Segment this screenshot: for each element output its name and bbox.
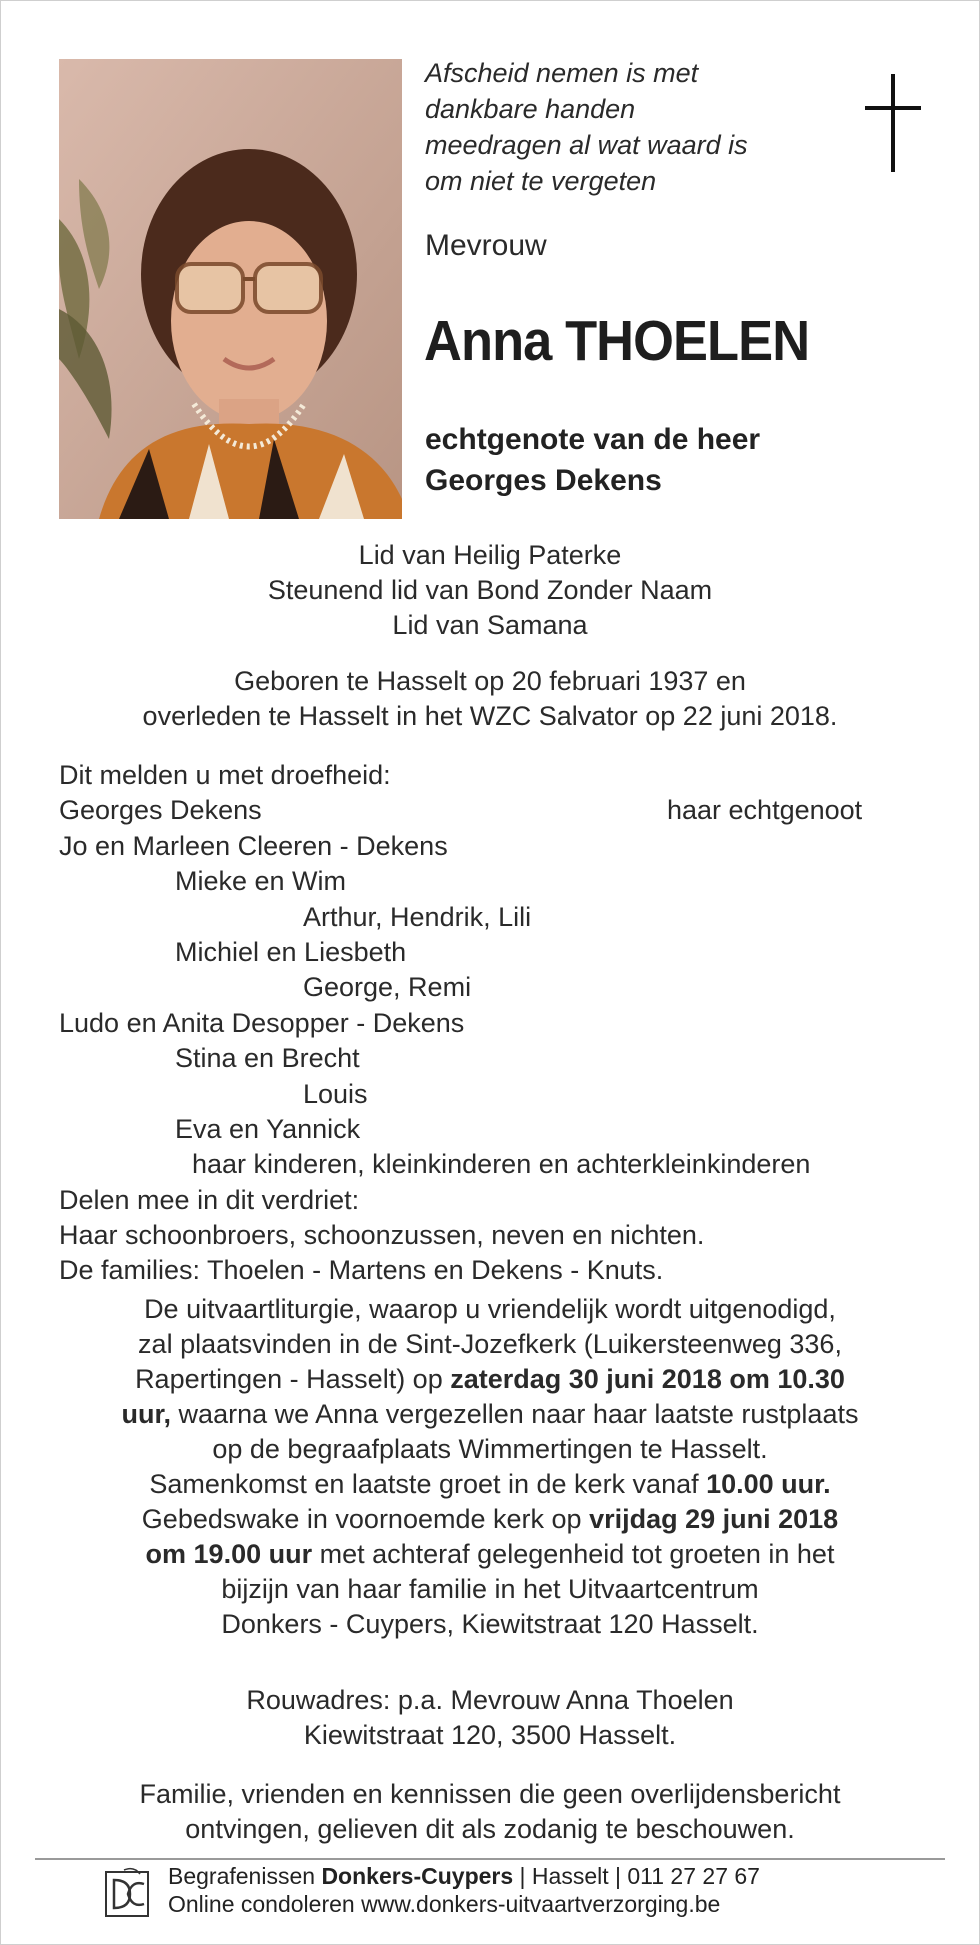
honorific: Mevrouw <box>425 229 547 262</box>
share-line: De families: Thoelen - Martens en Dekens - Knuts. <box>59 1255 664 1286</box>
death-line: overleden te Hasselt in het WZC Salvator op 22 juni 2018. <box>142 701 838 731</box>
funeral-text: Samenkomst en laatste groet in de kerk vanaf <box>149 1469 707 1499</box>
funeral-line: zal plaatsvinden in de Sint-Jozefkerk (Luikersteenweg 336, <box>138 1329 842 1359</box>
spouse-line <box>425 419 760 501</box>
funeral-line <box>30 1362 950 1397</box>
funeral-line: Donkers - Cuypers, Kiewitstraat 120 Hasselt. <box>221 1609 759 1639</box>
deceased-name: Anna THOELEN <box>424 309 810 373</box>
poem-line: meedragen al wat waard is <box>425 130 748 160</box>
footer-website[interactable]: Online condoleren www.donkers-uitvaartverzorging.be <box>168 1891 721 1917</box>
funeral-text: waarna we Anna vergezellen naar haar laatste rustplaats <box>171 1399 859 1429</box>
vigil-time: om 19.00 uur <box>145 1539 313 1569</box>
memberships <box>30 538 950 643</box>
company-name: Donkers-Cuypers <box>321 1863 514 1889</box>
family-intro: Dit melden u met droefheid: <box>59 760 391 790</box>
membership-item: Lid van Heilig Paterke <box>358 540 622 570</box>
portrait-photo <box>59 59 402 519</box>
family-member: Georges Dekens <box>59 795 262 826</box>
family-member: Mieke en Wim <box>175 866 347 897</box>
funeral-text: Gebedswake in voornoemde kerk op <box>141 1504 590 1534</box>
family-row <box>59 793 939 828</box>
cross-icon <box>865 74 921 172</box>
funeral-line <box>30 1537 950 1572</box>
poem-line: dankbare handen <box>425 94 636 124</box>
share-line: Haar schoonbroers, schoonzussen, neven en nichten. <box>59 1220 705 1251</box>
notice <box>30 1777 950 1847</box>
footer-divider <box>35 1858 945 1860</box>
family-member: Stina en Brecht <box>175 1043 360 1074</box>
funeral-line: De uitvaartliturgie, waarop u vriendelijk wordt uitgenodigd, <box>144 1294 836 1324</box>
address-line: Rouwadres: p.a. Mevrouw Anna Thoelen <box>246 1685 734 1715</box>
poem-line: om niet te vergeten <box>425 166 657 196</box>
funeral-time: uur, <box>121 1399 172 1429</box>
funeral-line <box>30 1502 950 1537</box>
spouse-name: Georges Dekens <box>425 464 662 497</box>
family-role: haar echtgenoot <box>667 795 863 826</box>
funeral-date: zaterdag 30 juni 2018 om 10.30 <box>450 1364 845 1394</box>
spouse-relation: echtgenote van de heer <box>425 423 761 456</box>
funeral-line: bijzijn van haar familie in het Uitvaartcentrum <box>221 1574 759 1604</box>
poem-line: Afscheid nemen is met <box>425 58 699 88</box>
family-list <box>59 758 939 1289</box>
family-member: Arthur, Hendrik, Lili <box>303 901 532 932</box>
footer <box>104 1862 884 1926</box>
birth-death-dates <box>30 664 950 734</box>
footer-line <box>168 1862 760 1890</box>
family-member: Jo en Marleen Cleeren - Dekens <box>59 830 448 861</box>
notice-line: Familie, vrienden en kennissen die geen overlijdensbericht <box>139 1779 841 1809</box>
family-member: Louis <box>303 1078 368 1109</box>
funeral-line <box>30 1467 950 1502</box>
family-member: Eva en Yannick <box>175 1113 361 1144</box>
share-intro: Delen mee in dit verdriet: <box>59 1184 360 1215</box>
family-member: George, Remi <box>303 972 472 1003</box>
membership-item: Steunend lid van Bond Zonder Naam <box>267 575 713 605</box>
poem <box>425 55 845 199</box>
funeral-line: op de begraafplaats Wimmertingen te Hasselt. <box>212 1434 768 1464</box>
family-summary: haar kinderen, kleinkinderen en achterkleinkinderen <box>192 1149 811 1180</box>
notice-line: ontvingen, gelieven dit als zodanig te beschouwen. <box>185 1814 795 1844</box>
address-line: Kiewitstraat 120, 3500 Hasselt. <box>303 1720 677 1750</box>
funeral-line <box>30 1397 950 1432</box>
footer-text <box>168 1862 760 1918</box>
funeral-text: Rapertingen - Hasselt) op <box>135 1364 451 1394</box>
footer-contact: | Hasselt | 011 27 27 67 <box>513 1863 760 1889</box>
family-member: Ludo en Anita Desopper - Dekens <box>59 1007 465 1038</box>
membership-item: Lid van Samana <box>392 610 588 640</box>
family-member: Michiel en Liesbeth <box>175 936 407 967</box>
footer-label: Begrafenissen <box>168 1863 322 1889</box>
dc-logo-icon <box>104 1866 152 1918</box>
vigil-date: vrijdag 29 juni 2018 <box>589 1504 839 1534</box>
birth-line: Geboren te Hasselt op 20 februari 1937 en <box>234 666 746 696</box>
funeral-text: met achteraf gelegenheid tot groeten in het <box>312 1539 835 1569</box>
meeting-time: 10.00 uur. <box>706 1469 831 1499</box>
mourning-address <box>30 1683 950 1753</box>
funeral-info <box>30 1292 950 1642</box>
